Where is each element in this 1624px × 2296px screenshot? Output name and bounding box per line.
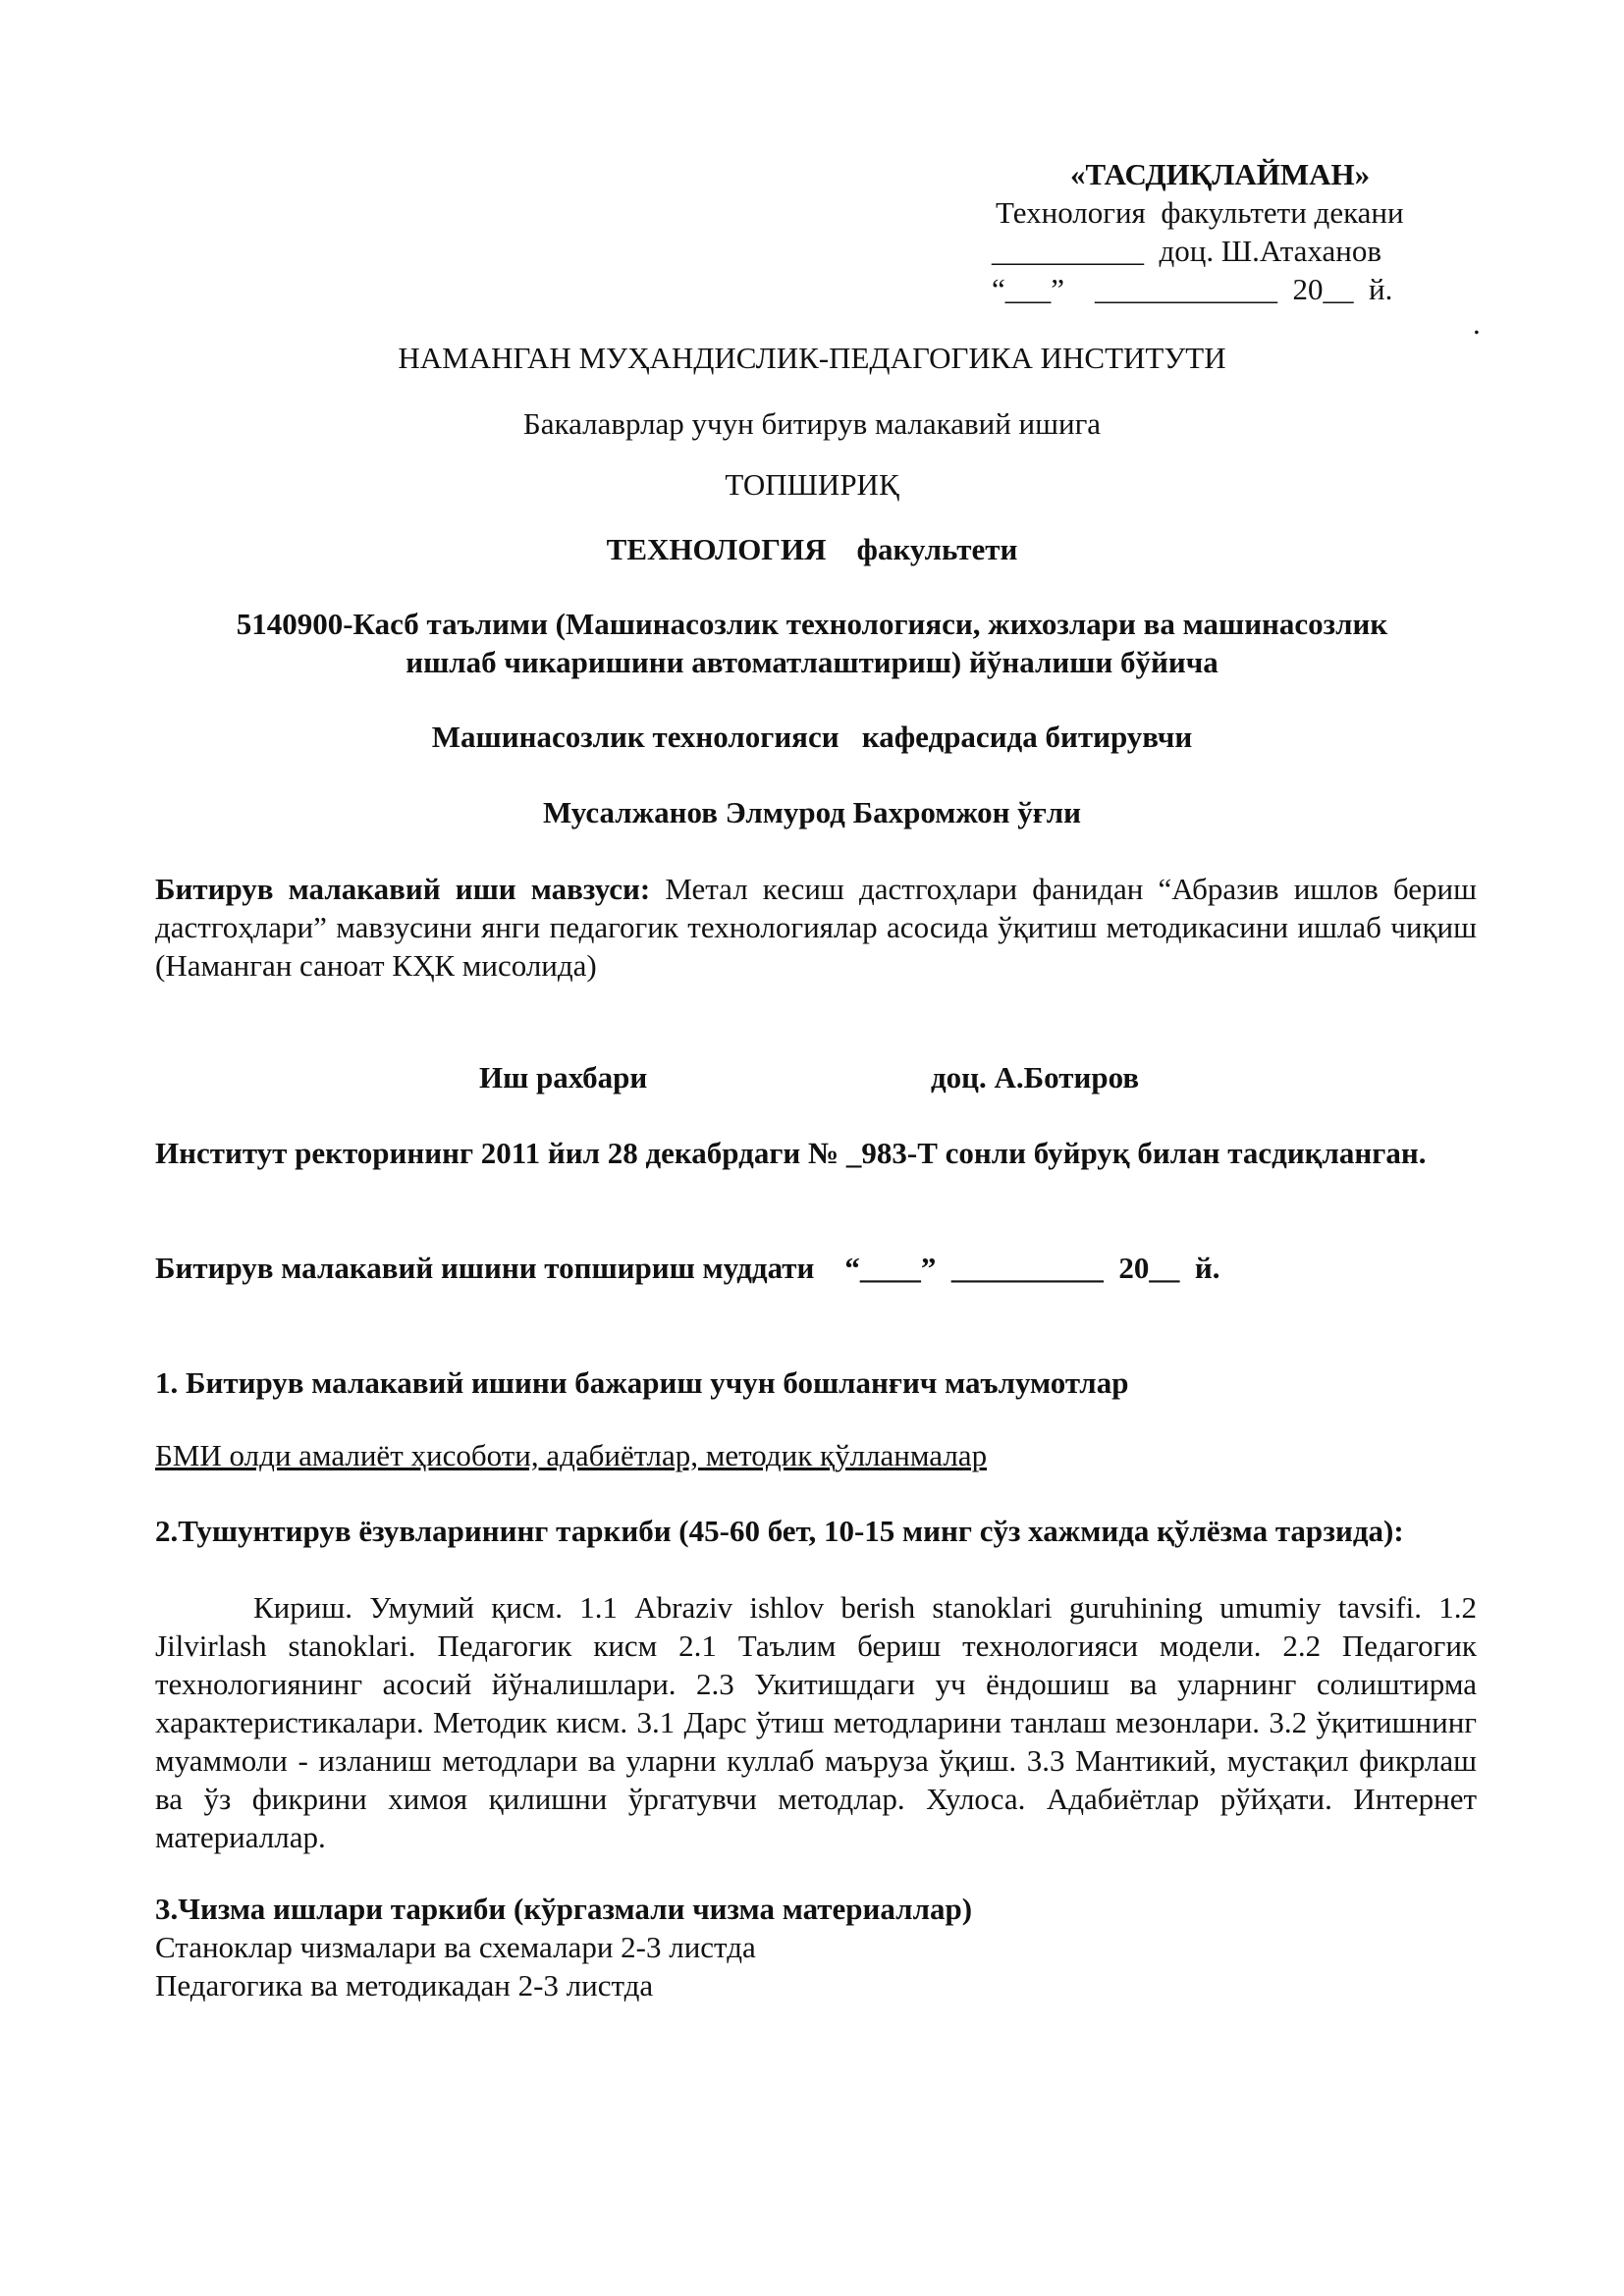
section-1-text: БМИ олди амалиёт ҳисоботи, адабиётлар, методик қўлланмалар bbox=[155, 1438, 988, 1472]
topic-label: Битирув малакавий иши мавзуси: bbox=[155, 872, 651, 906]
document-type: ТОПШИРИҚ bbox=[725, 467, 899, 502]
department-name: Машинасозлик технологияси кафедрасида битирувчи bbox=[431, 720, 1193, 754]
approval-signature-line: __________ доц. Ш.Атаханов bbox=[992, 234, 1381, 268]
topic-text: Метал кесиш дастгоҳлари фанидан “Абразив ишлов бериш дастгоҳлари” мавзусини янги педагогик технологиялар асосида ўқитиш методикасини ишлаб чиқиш (Наманган саноат КҲК мисолида) bbox=[155, 872, 1477, 983]
supervisor-row bbox=[155, 1058, 1477, 1096]
section-3-heading: 3.Чизма ишлари таркиби (кўргазмали чизма материаллар) bbox=[155, 1892, 973, 1926]
approval-title: «ТАСДИҚЛАЙМАН» bbox=[1070, 157, 1371, 191]
supervisor-name: доц. А.Ботиров bbox=[931, 1060, 1140, 1095]
document-subtitle: Бакалаврлар учун битирув малакавий ишига bbox=[522, 406, 1102, 441]
faculty-name: ТЕХНОЛОГИЯ факультети bbox=[606, 532, 1018, 566]
approval-dean-line: Технология факультети декани bbox=[996, 195, 1404, 230]
section-2-text: Кириш. Умумий қисм. 1.1 Abraziv ishlov berish stanoklari guruhining umumiy tavsifi. 1.2 Jilvirlash stanoklari. Педагогик кисм 2.1 Таълим бериш технологияси модели. 2.2 Педагогик технологиянинг асосий йўналишлари. 2.3 Укитишдаги уч ёндошиш ва уларнинг солиштирма характеристикалари. Методик кисм. 3.1 Дарс ўтиш методларини танлаш мезонлари. 3.2 ўқитишнинг муаммоли - изланиш методлари ва уларни куллаб маъруза ўқиш. 3.3 Мантикий, мустақил фикрлаш ва ўз фикрини химоя қилишни ўргатувчи методлар. Хулоса. Адабиётлар рўйҳати. Интернет материаллар. bbox=[155, 1590, 1477, 1854]
section-3-line-2: Педагогика ва методикадан 2-3 листда bbox=[155, 1968, 654, 2002]
student-name: Мусалжанов Элмурод Бахромжон ўғли bbox=[542, 795, 1082, 829]
approval-date-line: “___” ____________ 20__ й. bbox=[992, 272, 1393, 306]
approval-dot: . bbox=[1473, 306, 1481, 341]
supervisor-label: Иш рахбари bbox=[479, 1060, 648, 1095]
direction-line-1: 5140900-Касб таълими (Машинасозлик технологияси, жихозлари ва машинасозлик bbox=[236, 607, 1388, 641]
section-1-heading: 1. Битирув малакавий ишини бажариш учун бошланғич маълумотлар bbox=[155, 1365, 1129, 1400]
institute-name: НАМАНГАН МУҲАНДИСЛИК-ПЕДАГОГИКА ИНСТИТУТИ bbox=[398, 341, 1226, 375]
section-2-heading: 2.Тушунтирув ёзувларининг таркиби (45-60 бет, 10-15 минг сўз хажмида қўлёзма тарзида): bbox=[155, 1514, 1404, 1548]
section-3-line-1: Станоклар чизмалари ва схемалари 2-3 листда bbox=[155, 1930, 756, 1964]
direction-line-2: ишлаб чикаришини автоматлаштириш) йўналиши бўйича bbox=[406, 645, 1218, 679]
rector-order: Институт ректорининг 2011 йил 28 декабрдаги № _983-Т сонли буйруқ билан тасдиқланган. bbox=[155, 1136, 1427, 1170]
deadline-line: Битирув малакавий ишини топшириш муддати “____” __________ 20__ й. bbox=[155, 1251, 1220, 1285]
approval-block bbox=[992, 155, 1502, 308]
topic-paragraph bbox=[155, 870, 1477, 985]
